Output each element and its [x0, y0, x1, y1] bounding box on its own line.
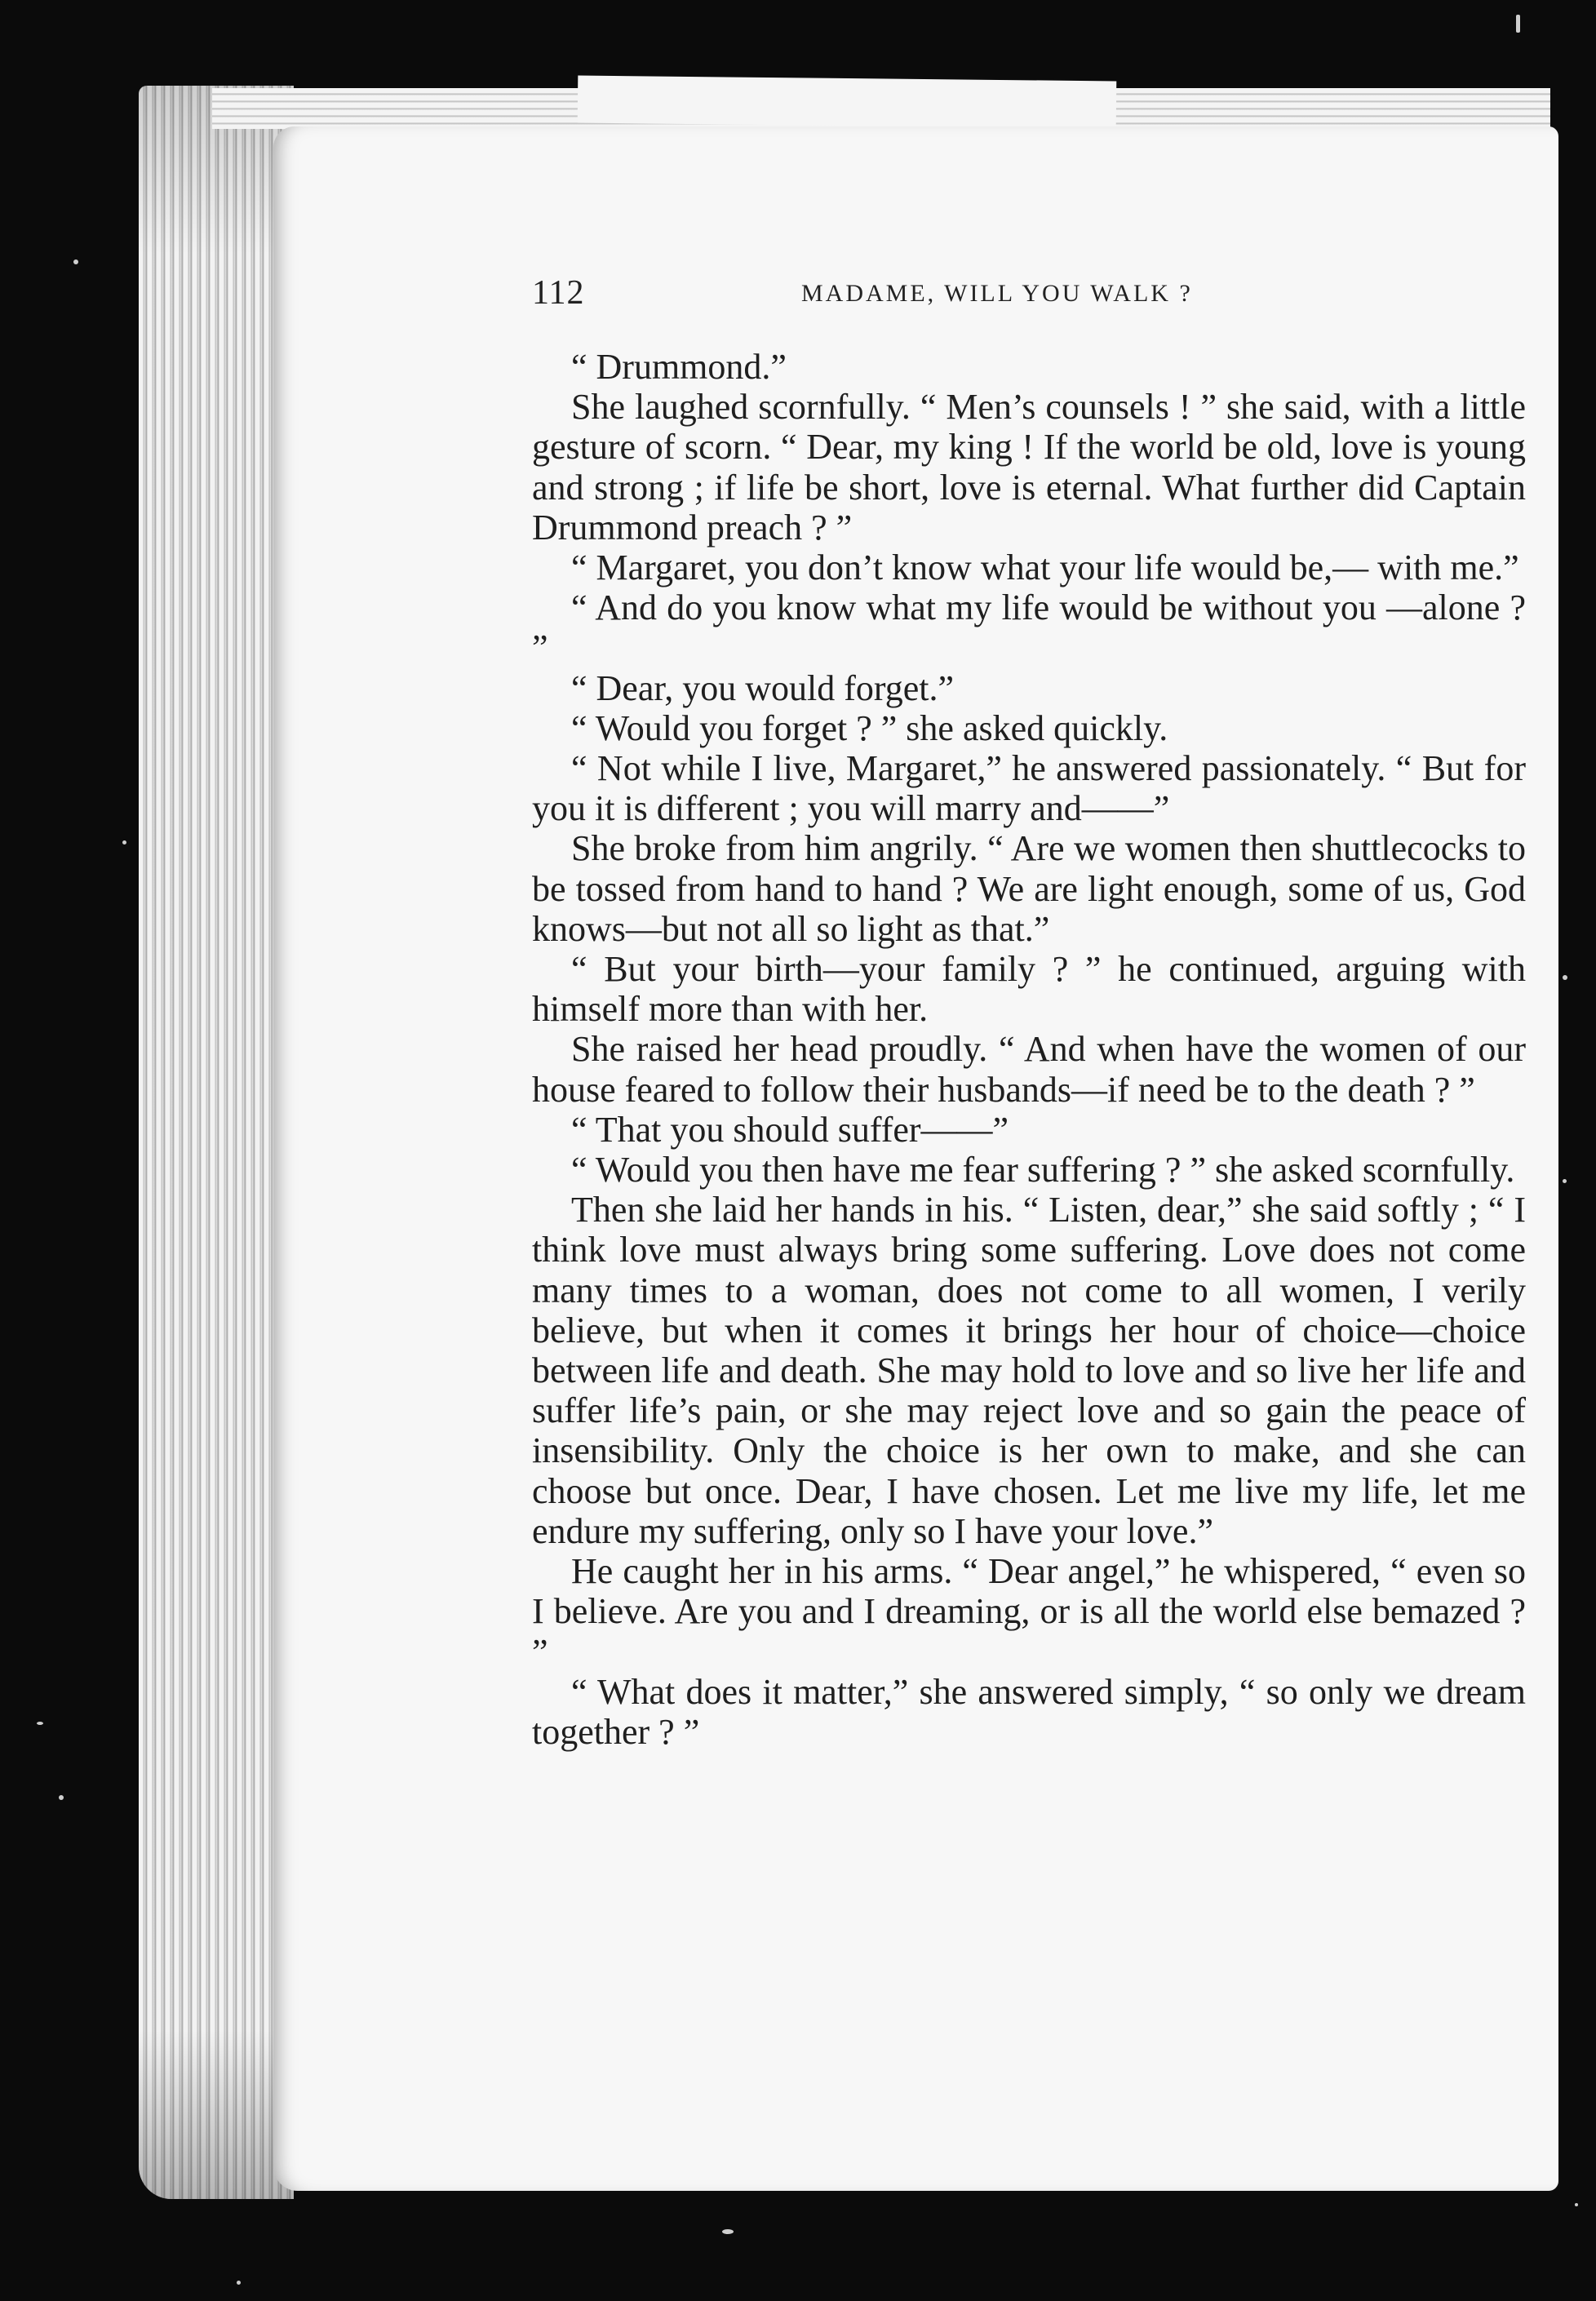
scan-speck [1516, 15, 1520, 33]
paragraph: She raised her head proudly. “ And when have the women of our house feared to follow their husbands—if need be to the death ? ” [532, 1029, 1526, 1110]
paragraph: “ Margaret, you don’t know what your life would be,— with me.” [571, 548, 1519, 588]
paragraph: “ And do you know what my life would be without you —alone ? ” [532, 587, 1526, 668]
page-number: 112 [532, 274, 585, 312]
book-page-edges [139, 86, 294, 2199]
body-text [532, 347, 1526, 1752]
paragraph: He caught her in his arms. “ Dear angel,” he whispered, “ even so I believe. Are you and I dreaming, or is all the world else bemazed ? ” [532, 1551, 1526, 1672]
paragraph: “ Drummond.” [571, 347, 787, 387]
paragraph: “ Dear, you would forget.” [571, 667, 955, 708]
paragraph: “ Not while I live, Margaret,” he answered passionately. “ But for you it is different ; you will marry and——” [532, 748, 1526, 829]
scan-speck [237, 2281, 241, 2285]
paragraph: She broke from him angrily. “ Are we women then shuttlecocks to be tossed from hand to hand ? We are light enough, some of us, God knows—but not all so light as that.” [532, 828, 1526, 949]
scan-speck [37, 1722, 43, 1725]
running-head [532, 273, 1258, 314]
scan-speck [73, 259, 78, 264]
paragraph: Then she laid her hands in his. “ Listen, dear,” she said softly ; “ I think love must always bring some suffering. Love does not come many times to a woman, does not come to all women, I verily believe, but when it comes it brings her hour of choice—choice between life and death. She may hold to love and so live her life and suffer life’s pain, or she may reject love and so gain the peace of insensibility. Only the choice is her own to make, and she can choose but once. Dear, I have chosen. Let me live my life, let me endure my suffering, only so I have your love.” [532, 1190, 1526, 1551]
paragraph: “ But your birth—your family ? ” he continued, arguing with himself more than with her. [532, 949, 1526, 1030]
paragraph: “ Would you forget ? ” she asked quickly. [571, 707, 1168, 748]
scan-speck [59, 1795, 64, 1800]
paragraph: “ That you should suffer——” [571, 1109, 1009, 1150]
paper-slip [578, 76, 1117, 129]
scan-speck [1575, 2203, 1578, 2206]
scan-speck [722, 2229, 734, 2234]
scan-speck [122, 840, 126, 845]
running-title: MADAME, WILL YOU WALK ? [801, 280, 1193, 307]
paragraph: “ Would you then have me fear suffering ? ” she asked scornfully. [571, 1150, 1515, 1190]
paragraph: She laughed scornfully. “ Men’s counsels ! ” she said, with a little gesture of scorn. “ Dear, my king ! If the world be old, love is young and strong ; if life be short, love is eternal. What further did Captain Drummond preach ? ” [532, 387, 1526, 548]
paragraph: “ What does it matter,” she answered simply, “ so only we dream together ? ” [532, 1671, 1526, 1752]
scan-speck [1563, 1179, 1567, 1183]
scan-speck [1563, 975, 1567, 980]
